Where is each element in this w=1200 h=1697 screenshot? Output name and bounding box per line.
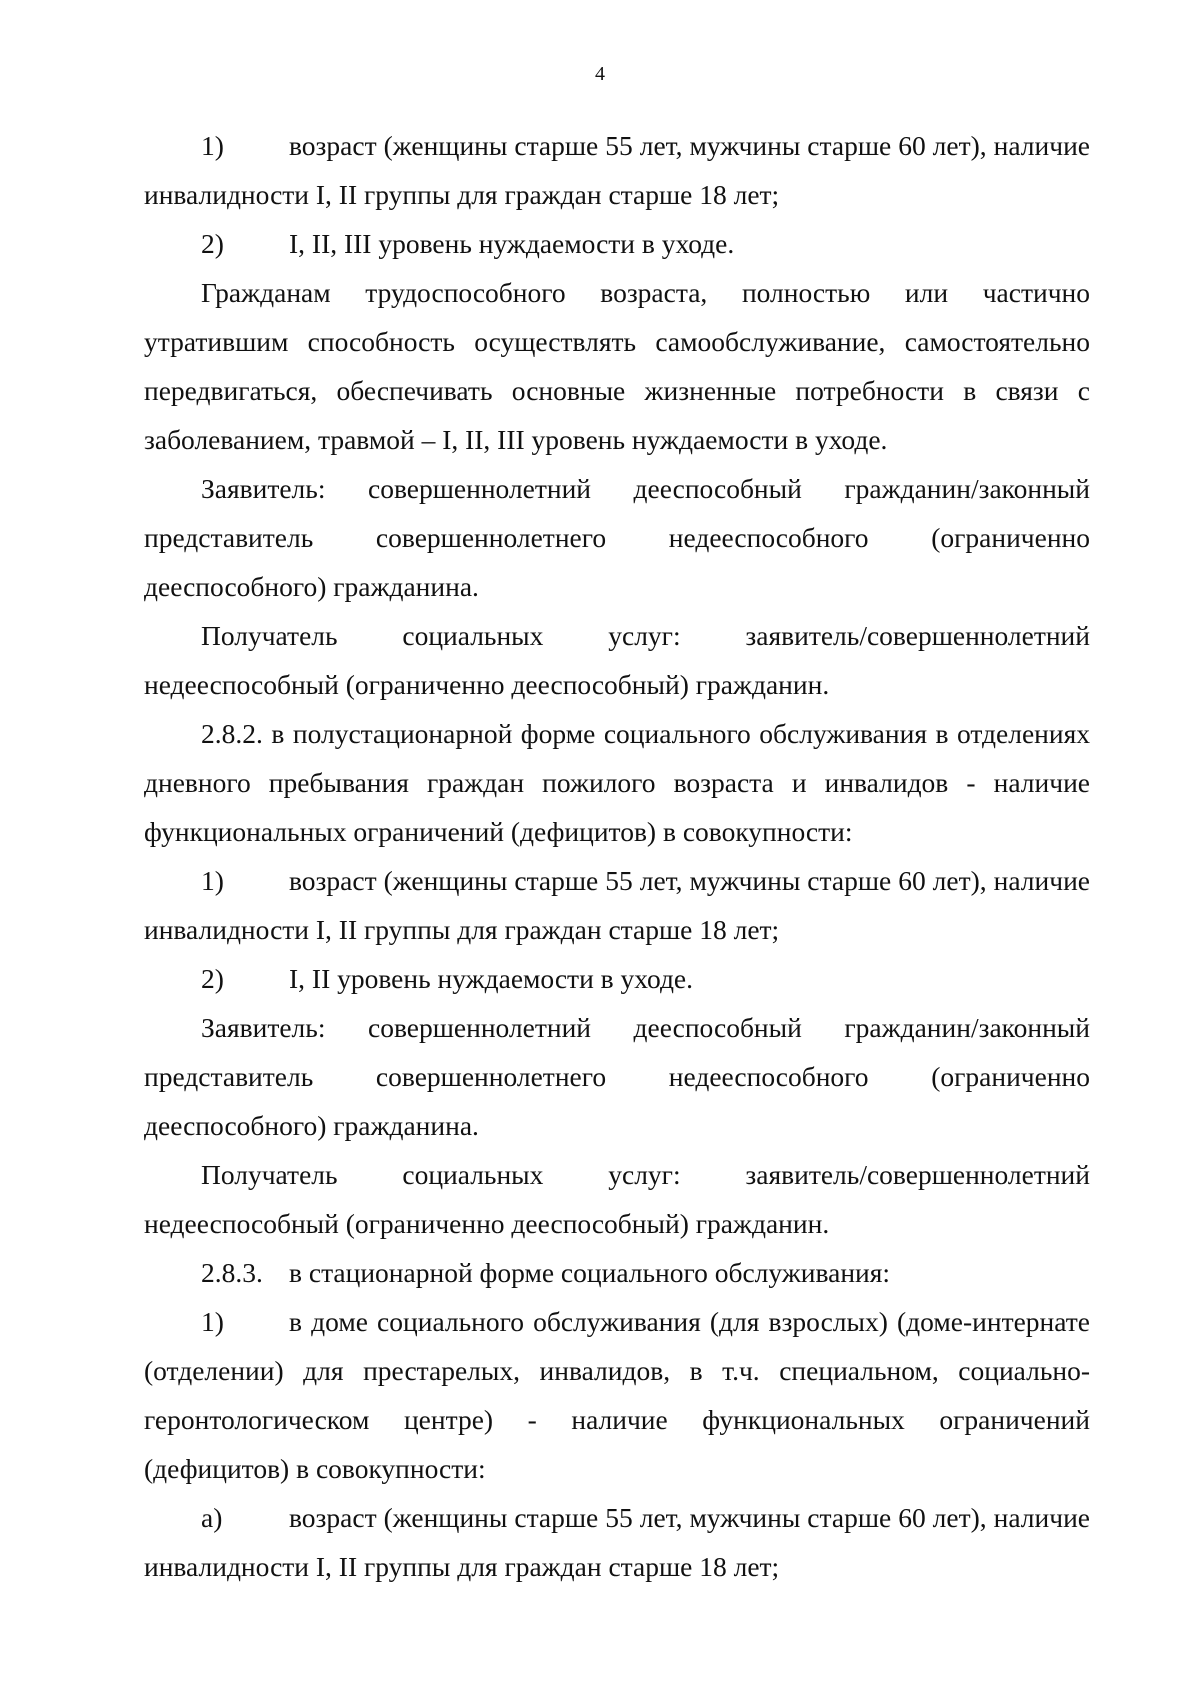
paragraph-text: возраст (женщины старше 55 лет, мужчины старше 60 лет), наличие инвалидности I, II группы для граждан старше 18 лет; [144,865,1090,945]
paragraph [144,1150,1090,1248]
paragraph [144,611,1090,709]
list-marker: 2) [201,228,224,259]
paragraph [144,268,1090,464]
paragraph-text: Гражданам трудоспособного возраста, полностью или частично утратившим способность осуществлять самообслуживание, самостоятельно передвигаться, обеспечивать основные жизненные потребности в связи с заболеванием, травмой – I, II, III уровень нуждаемости в уходе. [144,277,1090,455]
paragraph [144,1003,1090,1150]
list-item [144,954,1090,1003]
list-marker: 1) [201,865,224,896]
paragraph-text: 2.8.2. в полустационарной форме социального обслуживания в отделениях дневного пребывания граждан пожилого возраста и инвалидов - наличие функциональных ограничений (дефицитов) в совокупности: [144,718,1090,847]
paragraph-text: I, II уровень нуждаемости в уходе. [289,963,694,994]
section-paragraph [144,709,1090,856]
paragraph-text: возраст (женщины старше 55 лет, мужчины старше 60 лет), наличие инвалидности I, II группы для граждан старше 18 лет; [144,1502,1090,1582]
list-item [144,219,1090,268]
paragraph-text: возраст (женщины старше 55 лет, мужчины старше 60 лет), наличие инвалидности I, II группы для граждан старше 18 лет; [144,130,1090,210]
list-marker: 1) [201,130,224,161]
list-item [144,121,1090,219]
paragraph [144,464,1090,611]
list-marker: а) [201,1502,223,1533]
list-marker: 2) [201,963,224,994]
section-heading [144,1248,1090,1297]
list-item [144,856,1090,954]
paragraph-text: в доме социального обслуживания (для взрослых) (доме-интернате (отделении) для престарелых, инвалидов, в т.ч. специальном, социально-геронтологическом центре) - наличие функциональных ограничений (дефицитов) в совокупности: [144,1306,1090,1484]
paragraph-text: Получатель социальных услуг: заявитель/совершеннолетний недееспособный (ограниченно дееспособный) гражданин. [144,620,1090,700]
paragraph-text: I, II, III уровень нуждаемости в уходе. [289,228,735,259]
list-item [144,1493,1090,1591]
page-number: 4 [595,63,605,85]
document-body [144,121,1090,1591]
section-number: 2.8.3. [201,1257,263,1288]
paragraph-text: в стационарной форме социального обслуживания: [289,1257,891,1288]
list-item [144,1297,1090,1493]
paragraph-text: Заявитель: совершеннолетний дееспособный гражданин/законный представитель совершеннолетнего недееспособного (ограниченно дееспособного) гражданина. [144,1012,1090,1141]
paragraph-text: Получатель социальных услуг: заявитель/совершеннолетний недееспособный (ограниченно дееспособный) гражданин. [144,1159,1090,1239]
paragraph-text: Заявитель: совершеннолетний дееспособный гражданин/законный представитель совершеннолетнего недееспособного (ограниченно дееспособного) гражданина. [144,473,1090,602]
list-marker: 1) [201,1306,224,1337]
